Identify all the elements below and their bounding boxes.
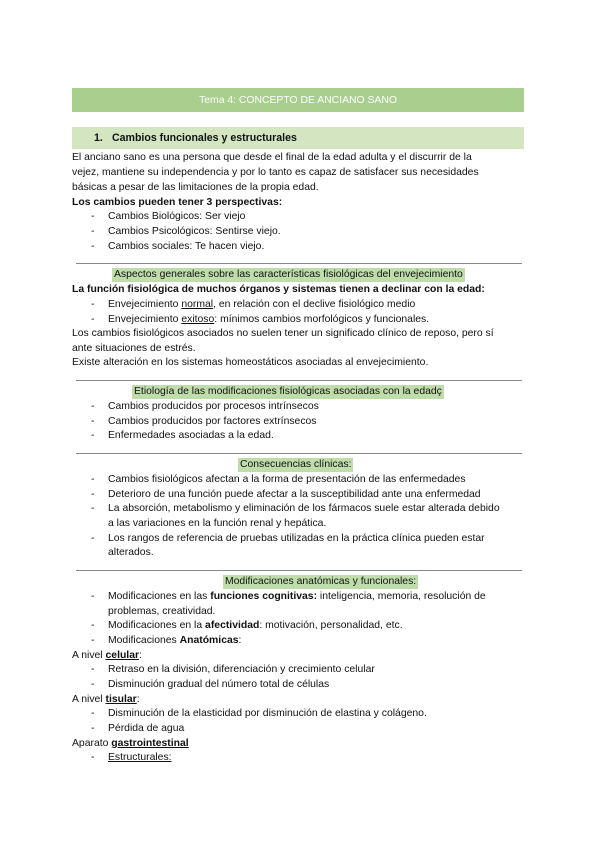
aspectos-item: Envejecimiento normal, en relación con el declive fisiológico medio — [108, 299, 416, 310]
bullet-dash: - — [91, 533, 95, 544]
perspective-item: Cambios Psicológicos: Sentirse viejo. — [108, 226, 281, 237]
etiologia-item: Enfermedades asociadas a la edad. — [108, 430, 274, 441]
gastrointestinal-item: Estructurales: — [108, 752, 172, 763]
bullet-dash: - — [91, 314, 95, 325]
gastrointestinal-label: Aparato gastrointestinal — [72, 738, 189, 749]
etiologia-item: Cambios producidos por factores extrínsecos — [108, 416, 317, 427]
perspective-item: Cambios sociales: Te hacen viejo. — [108, 241, 265, 252]
aspectos-heading: Aspectos generales sobre las características fisiológicas del envejecimiento — [114, 269, 463, 280]
bullet-dash: - — [91, 489, 95, 500]
aspectos-para-line: Existe alteración en los sistemas homeostáticos asociadas al envejecimiento. — [72, 357, 429, 368]
bullet-dash: - — [91, 211, 95, 222]
tisular-item: Disminución de la elasticidad por disminución de elastina y colágeno. — [108, 708, 427, 719]
bullet-dash: - — [91, 664, 95, 675]
divider — [76, 263, 522, 264]
modificaciones-heading: Modificaciones anatómicas y funcionales: — [225, 576, 417, 587]
celular-label: A nivel celular: — [72, 650, 142, 661]
bullet-dash: - — [91, 416, 95, 427]
page-title — [72, 88, 524, 112]
bullet-dash: - — [91, 241, 95, 252]
aspectos-item: Envejecimiento exitoso: mínimos cambios morfológicos y funcionales. — [108, 314, 430, 325]
consecuencias-item: Deterioro de una función puede afectar a la susceptibilidad ante una enfermedad — [108, 489, 481, 500]
intro-line-2: vejez, mantiene su independencia y por lo tanto es capaz de satisfacer sus necesidades — [72, 167, 479, 178]
consecuencias-item: Cambios fisiológicos afectan a la forma de presentación de las enfermedades — [108, 474, 466, 485]
etiologia-item: Cambios producidos por procesos intrínsecos — [108, 401, 319, 412]
modificaciones-item: Modificaciones en las funciones cognitivas: inteligencia, memoria, resolución de — [108, 591, 486, 602]
bullet-dash: - — [91, 474, 95, 485]
bullet-dash: - — [91, 226, 95, 237]
bullet-dash: - — [91, 723, 95, 734]
intro-line-3: básicas a pesar de las limitaciones de la propia edad. — [72, 182, 319, 193]
intro-line-1: El anciano sano es una persona que desde el final de la edad adulta y el discurrir de la — [72, 152, 472, 163]
celular-item: Retraso en la división, diferenciación y crecimiento celular — [108, 664, 375, 675]
divider — [76, 380, 522, 381]
divider — [76, 453, 522, 454]
consecuencias-item-cont: a las variaciones en la función renal y hepática. — [108, 518, 327, 529]
aspectos-bold-line: La función fisiológica de muchos órganos y sistemas tienen a declinar con la edad: — [72, 284, 485, 295]
tisular-label: A nivel tisular: — [72, 694, 140, 705]
consecuencias-heading: Consecuencias clínicas: — [240, 459, 352, 470]
bullet-dash: - — [91, 635, 95, 646]
page-title-text: Tema 4: CONCEPTO DE ANCIANO SANO — [199, 94, 397, 106]
aspectos-para-line: Los cambios fisiológicos asociados no suelen tener un significado clínico de reposo, pero sí — [72, 328, 494, 339]
aspectos-para-line: ante situaciones de estrés. — [72, 343, 196, 354]
bullet-dash: - — [91, 591, 95, 602]
modificaciones-item: Modificaciones Anatómicas: — [108, 635, 242, 646]
bullet-dash: - — [91, 503, 95, 514]
perspective-item: Cambios Biológicos: Ser viejo — [108, 211, 246, 222]
section-number: 1. — [94, 132, 103, 144]
divider — [76, 570, 522, 571]
consecuencias-item: Los rangos de referencia de pruebas utilizadas en la práctica clínica pueden estar — [108, 533, 485, 544]
section-heading-text: Cambios funcionales y estructurales — [112, 132, 297, 144]
section-heading — [72, 127, 524, 149]
perspectives-title: Los cambios pueden tener 3 perspectivas: — [72, 197, 283, 208]
bullet-dash: - — [91, 708, 95, 719]
bullet-dash: - — [91, 620, 95, 631]
bullet-dash: - — [91, 299, 95, 310]
bullet-dash: - — [91, 752, 95, 763]
modificaciones-item-cont: problemas, creatividad. — [108, 606, 216, 617]
etiologia-heading: Etiología de las modificaciones fisiológicas asociadas con la edadç — [134, 386, 442, 397]
bullet-dash: - — [91, 679, 95, 690]
modificaciones-item: Modificaciones en la afectividad: motivación, personalidad, etc. — [108, 620, 403, 631]
celular-item: Disminución gradual del número total de células — [108, 679, 330, 690]
consecuencias-item-cont: alterados. — [108, 547, 154, 558]
bullet-dash: - — [91, 430, 95, 441]
bullet-dash: - — [91, 401, 95, 412]
tisular-item: Pérdida de agua — [108, 723, 185, 734]
consecuencias-item: La absorción, metabolismo y eliminación de los fármacos suele estar alterada debido — [108, 503, 500, 514]
